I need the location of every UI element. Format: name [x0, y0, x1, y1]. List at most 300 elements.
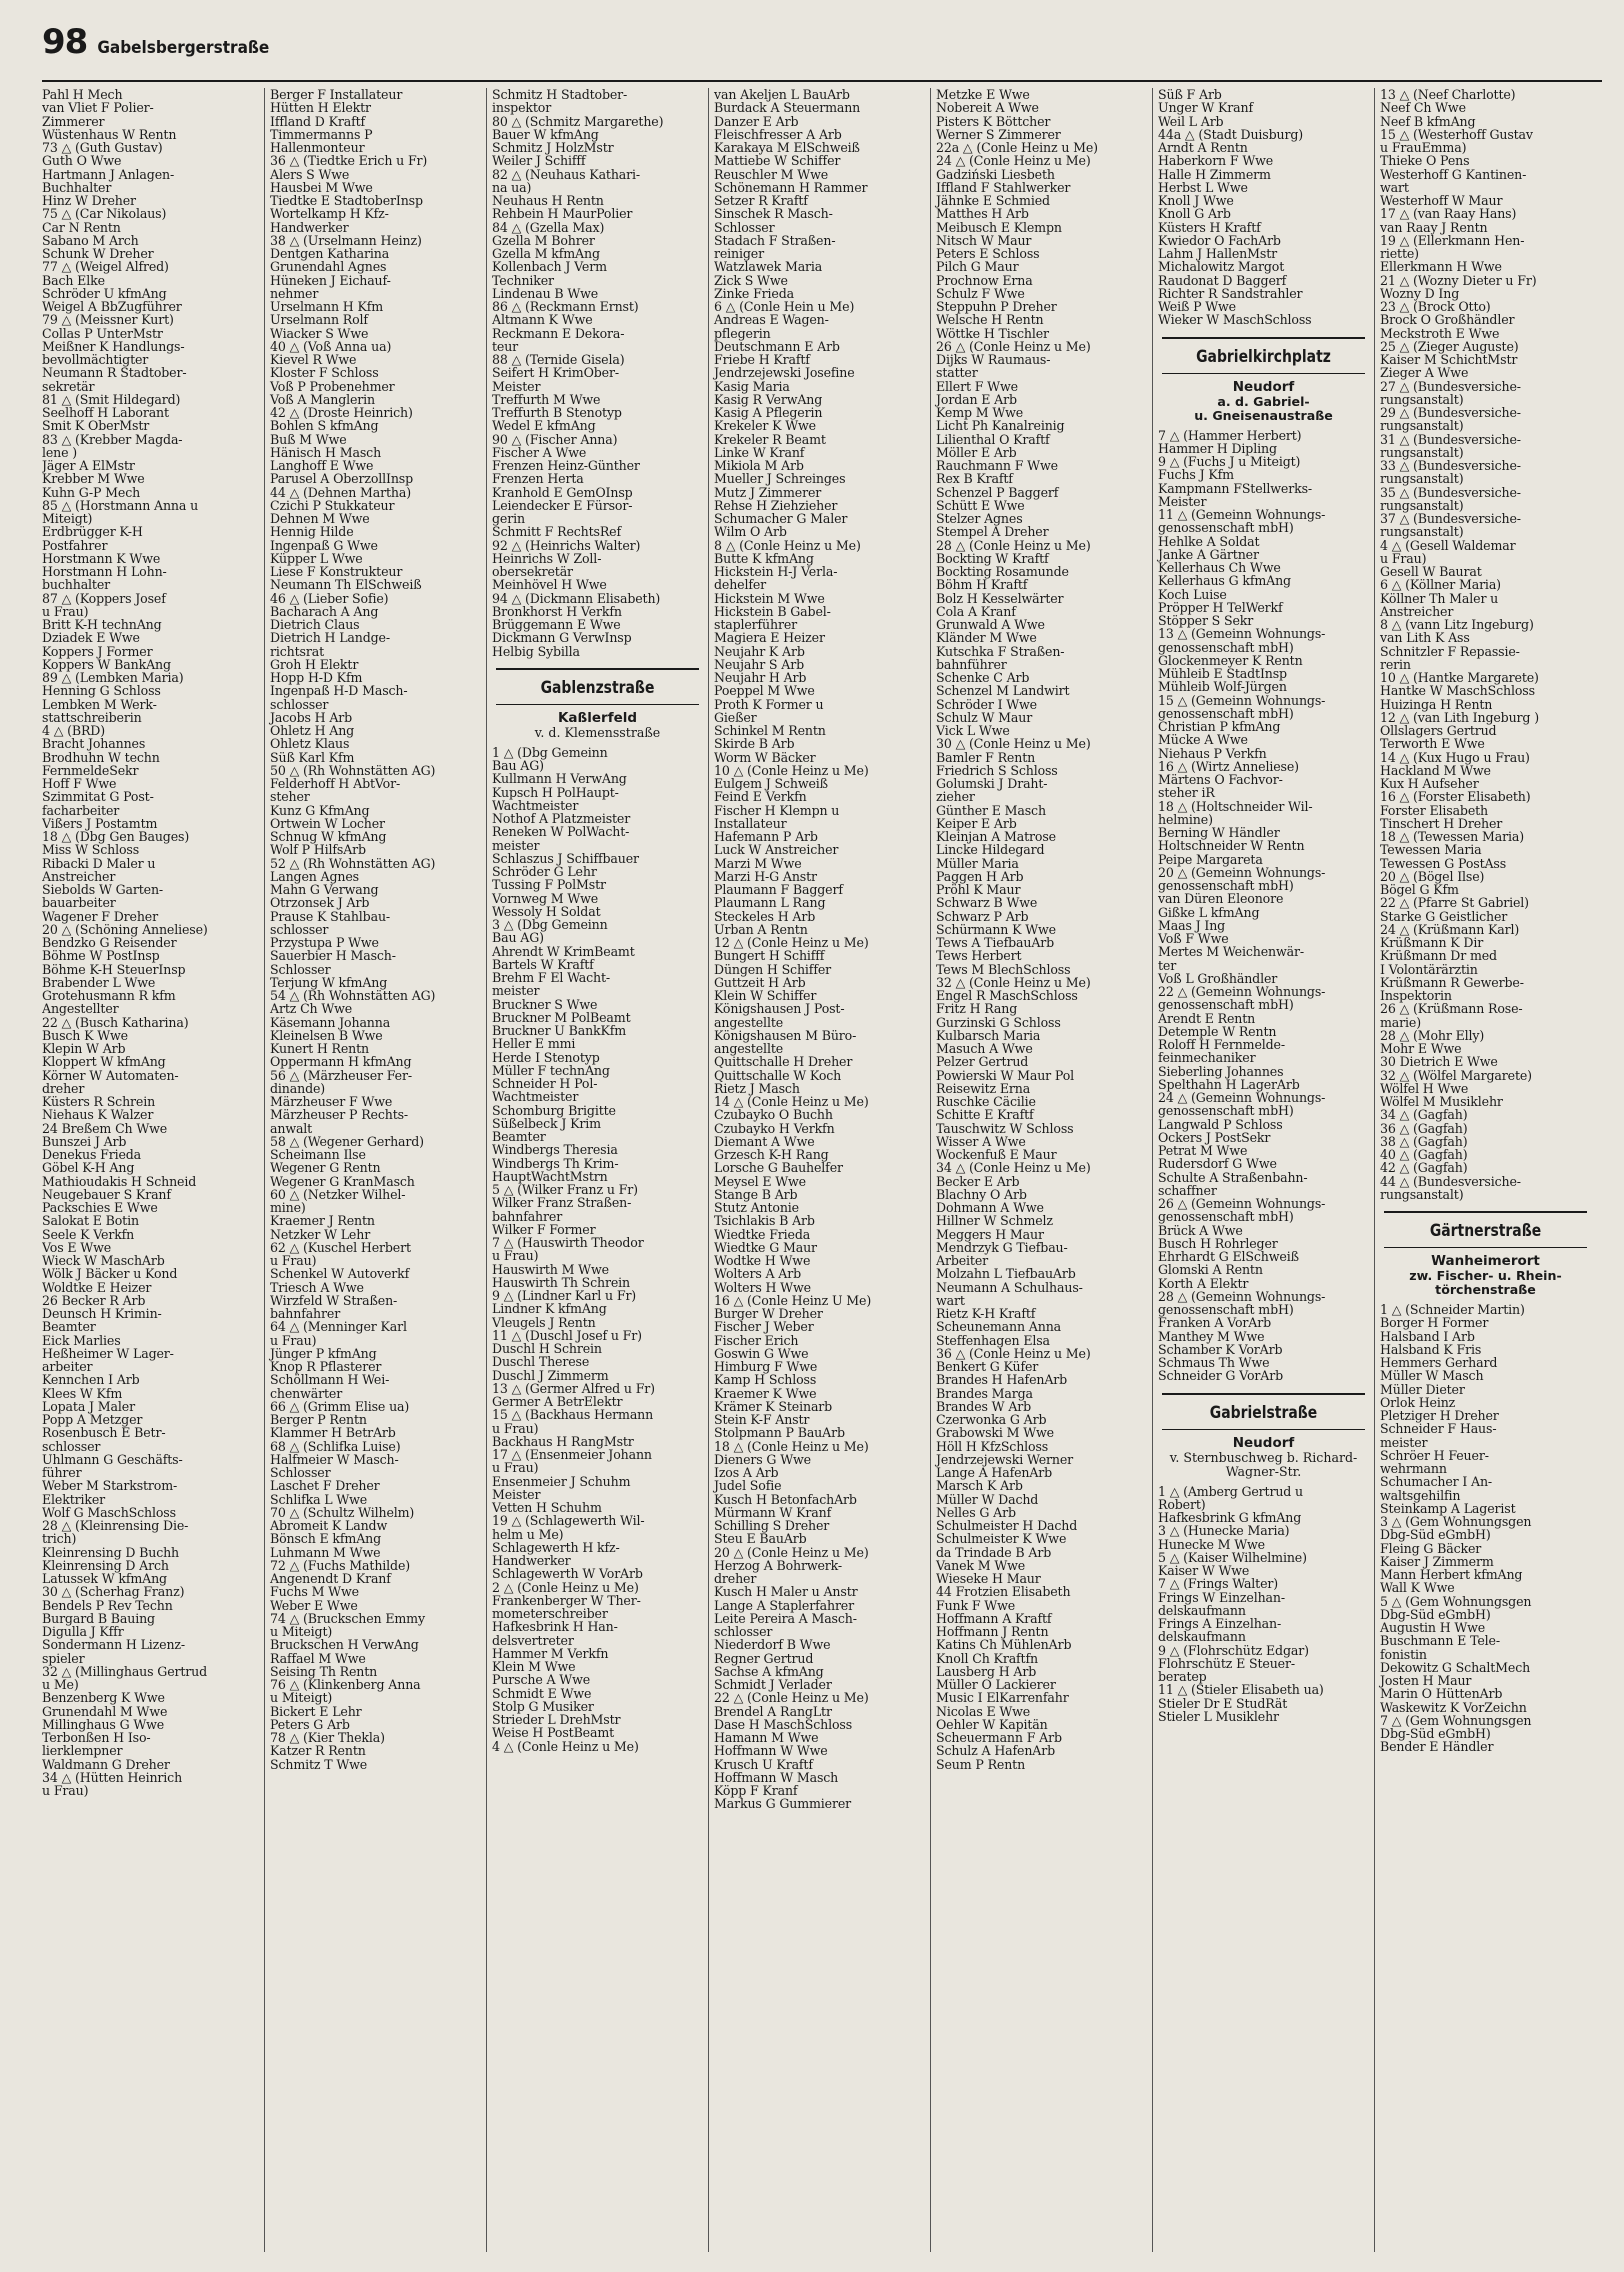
directory-entry: Wortelkamp H Kfz- [270, 206, 389, 222]
directory-entry: inspektor [492, 100, 552, 116]
directory-entry: Wilker Franz Straßen- [492, 1195, 632, 1211]
directory-entry: anwalt [270, 1120, 313, 1136]
directory-entry: Wölfel M Musiklehr [1380, 1094, 1503, 1109]
directory-entry: Millinghaus G Wwe [42, 1716, 165, 1732]
directory-entry: Altmann K Wwe [492, 312, 593, 328]
directory-entry: 90 △ (Fischer Anna) [492, 431, 618, 447]
directory-entry: Leite Pereira A Masch- [714, 1610, 857, 1626]
directory-entry: Hickstein H-J Verla- [714, 564, 838, 579]
directory-entry: Nothof A Platzmeister [492, 811, 631, 826]
directory-entry: Proth K Former u [714, 696, 824, 712]
section-range-note: u. Gneisenaustraße [1194, 407, 1333, 423]
directory-entry: Hammer M Verkfn [492, 1645, 609, 1661]
directory-entry: u Frau) [270, 1253, 317, 1268]
directory-entry: Frenzen Herta [492, 471, 584, 487]
directory-entry: Glomski A Rentn [1158, 1262, 1263, 1278]
directory-entry: 3 △ (Gem Wohnungsgen [1380, 1514, 1532, 1529]
directory-entry: Schürmann K Wwe [936, 921, 1056, 937]
directory-entry: 3 △ (Hunecke Maria) [1158, 1523, 1290, 1539]
directory-entry: Schneider H Pol- [492, 1076, 598, 1091]
directory-entry: u Frau) [42, 1783, 89, 1798]
directory-entry: Friebe H Kraftf [714, 352, 810, 367]
directory-entry: Ockers J PostSekr [1158, 1129, 1271, 1145]
directory-entry: Jäger A ElMstr [42, 458, 135, 473]
directory-entry: Strieder L DrehMstr [492, 1712, 621, 1727]
directory-entry: richtsrat [270, 643, 324, 659]
directory-entry: Bockting W Kraftf [936, 550, 1049, 566]
section-district: Kaßlerfeld [557, 709, 638, 726]
directory-entry: Schnug W kfmAng [270, 829, 387, 844]
directory-entry: Danzer E Arb [714, 113, 799, 129]
directory-entry: Märtens O Fachvor- [1158, 772, 1283, 787]
directory-entry: 15 △ (Westerhoff Gustav [1380, 126, 1533, 142]
columns-container [42, 88, 1602, 2252]
street-section-header [1158, 1393, 1369, 1479]
directory-entry: u FrauEmma) [1380, 140, 1467, 155]
directory-entry: dreher [714, 1571, 757, 1586]
directory-entry: Klees W Kfm [42, 1385, 123, 1401]
directory-entry: Peters E Schloss [936, 246, 1040, 261]
directory-entry: Wachtmeister [492, 797, 579, 813]
directory-entry: Wodtke H Wwe [714, 1253, 811, 1268]
directory-entry: Buß M Wwe [270, 431, 347, 447]
directory-entry: Zimmerer [42, 113, 105, 129]
section-street-title: Gabrielkirchplatz [1196, 346, 1331, 367]
directory-entry: Frenzen Heinz-Günther [492, 458, 640, 473]
directory-entry: 34 △ (Conle Heinz u Me) [936, 1160, 1091, 1176]
directory-entry: angestellte [714, 1041, 784, 1056]
directory-entry: Niehaus K Walzer [42, 1107, 154, 1123]
directory-entry: Dziadek E Wwe [42, 630, 140, 646]
directory-entry: bahnfahrer [270, 1306, 341, 1321]
directory-entry: Schneider F Haus- [1380, 1421, 1497, 1437]
directory-entry: 26 △ (Conle Heinz u Me) [936, 338, 1091, 354]
directory-entry: Haberkorn F Wwe [1158, 153, 1274, 169]
directory-entry: 74 △ (Bruckschen Emmy [270, 1610, 425, 1626]
directory-entry: Fischer H Klempn u [714, 802, 840, 818]
directory-entry: Neujahr K Arb [714, 643, 805, 659]
section-range-note: v. d. Klemensstraße [534, 724, 661, 740]
directory-entry: Angestellter [42, 1001, 119, 1017]
directory-entry: Lincke Hildegard [936, 842, 1045, 858]
directory-entry: Wedel E kfmAng [492, 418, 596, 434]
directory-entry: Izos A Arb [714, 1465, 779, 1480]
directory-entry: Weigel A BbZugführer [42, 299, 182, 314]
directory-entry: Kloster F Schloss [270, 365, 379, 381]
directory-entry: riette) [1380, 246, 1419, 261]
directory-entry: Tewessen G PostAss [1380, 855, 1507, 871]
directory-entry: Frings W Einzelhan- [1158, 1589, 1285, 1605]
directory-column-7 [1374, 88, 1596, 2252]
directory-entry: 54 △ (Rh Wohnstätten AG) [270, 988, 436, 1003]
directory-entry: 19 △ (Ellerkmann Hen- [1380, 232, 1525, 248]
directory-entry: Höll H KfzSchloss [936, 1438, 1049, 1454]
directory-entry: van Lith K Ass [1380, 630, 1470, 646]
directory-entry: Seum P Rentn [936, 1756, 1026, 1772]
directory-entry: Czubayko H Verkfn [714, 1120, 835, 1136]
directory-entry: trich) [42, 1531, 77, 1547]
directory-entry: Stieler Dr E StudRät [1158, 1695, 1288, 1711]
directory-entry: statter [936, 365, 978, 381]
directory-entry: genossenschaft mbH) [1158, 1103, 1294, 1119]
directory-entry: 13 △ (Gemeinn Wohnungs- [1158, 626, 1326, 642]
directory-entry: Pletziger H Dreher [1380, 1408, 1499, 1423]
directory-entry: Pursche A Wwe [492, 1672, 591, 1688]
directory-entry: Urselmann H Kfm [270, 299, 384, 314]
directory-entry: genossenschaft mbH) [1158, 878, 1294, 893]
directory-entry: Kulbarsch Maria [936, 1027, 1041, 1043]
directory-entry: 24 △ (Krüßmann Karl) [1380, 921, 1520, 937]
directory-entry: Ohletz Klaus [270, 736, 350, 752]
directory-entry: 4 △ (BRD) [42, 723, 106, 738]
directory-entry: Ehrhardt G ElSchweiß [1158, 1249, 1299, 1264]
directory-entry: Kellerhaus G kfmAng [1158, 573, 1291, 589]
directory-entry: Wozny D Ing [1380, 285, 1460, 301]
directory-entry: 56 △ (Märzheuser Fer- [270, 1067, 412, 1083]
directory-entry: Woldtke E Heizer [42, 1279, 152, 1295]
directory-entry: 44 △ (Bundesversiche- [1380, 1173, 1521, 1189]
directory-entry: Weiß P Wwe [1158, 299, 1236, 314]
directory-entry: 9 △ (Fuchs J u Miteigt) [1158, 454, 1301, 469]
directory-entry: Hunecke M Wwe [1158, 1536, 1265, 1552]
directory-entry: Schumacher I An- [1380, 1474, 1493, 1490]
directory-entry: Hauswirth M Wwe [492, 1261, 609, 1277]
directory-entry: Windbergs Theresia [492, 1142, 618, 1158]
directory-entry: Ensenmeier J Schuhm [492, 1473, 631, 1489]
directory-entry: Terjung W kfmAng [270, 974, 388, 990]
section-rule-thin [1162, 1429, 1365, 1430]
directory-entry: Meißner K Handlungs- [42, 338, 185, 354]
directory-entry: 92 △ (Heinrichs Walter) [492, 537, 641, 553]
directory-column-6 [1152, 88, 1374, 2252]
directory-entry: Car N Rentn [42, 219, 121, 235]
directory-entry: 27 △ (Bundesversiche- [1380, 378, 1521, 394]
directory-entry: Wirzfeld W Straßen- [270, 1292, 398, 1308]
directory-entry: Eulgem J Schweiß [714, 776, 828, 791]
directory-entry: mine) [270, 1200, 306, 1215]
directory-entry: Mertes M Weichenwär- [1158, 944, 1304, 960]
directory-entry: Tauschwitz W Schloss [936, 1120, 1074, 1136]
street-section-header [1380, 1211, 1591, 1297]
directory-entry: Ahrendt W KrimBeamt [492, 943, 635, 959]
directory-entry: Schulz W Maur [936, 709, 1033, 725]
directory-entry: Bacharach A Ang [270, 603, 379, 619]
directory-entry: Quittschalle H Dreher [714, 1054, 853, 1070]
directory-entry: Gießer [714, 709, 757, 725]
directory-entry: Steppuhn P Dreher [936, 299, 1057, 314]
directory-entry: Günther E Masch [936, 802, 1046, 818]
directory-entry: Josten H Maur [1380, 1673, 1472, 1688]
directory-entry: Scheimann Ilse [270, 1147, 366, 1162]
directory-entry: Bendzko G Reisender [42, 935, 177, 950]
directory-entry: Jacobs H Arb [270, 709, 353, 725]
directory-entry: Königshausen M Büro- [714, 1027, 857, 1043]
directory-entry: Stutz Antonie [714, 1200, 799, 1215]
directory-entry: 9 △ (Lindner Karl u Fr) [492, 1288, 637, 1303]
directory-entry: Friedrich S Schloss [936, 762, 1058, 778]
directory-entry: Wiedtke Frieda [714, 1226, 811, 1242]
directory-entry: Judel Sofie [714, 1478, 782, 1494]
directory-entry: Schmaus Th Wwe [1158, 1355, 1270, 1370]
directory-entry: Müller Maria [936, 855, 1019, 871]
directory-entry: Czichi P Stukkateur [270, 497, 395, 513]
directory-entry: Raffael M Wwe [270, 1650, 366, 1666]
directory-entry: Jordan E Arb [936, 391, 1017, 407]
directory-entry: Lembken M Werk- [42, 696, 157, 712]
directory-entry: Meggers H Maur [936, 1226, 1044, 1242]
directory-entry: rerin [1380, 656, 1411, 672]
directory-entry: Schröer H Feuer- [1380, 1447, 1489, 1463]
directory-entry: Waldmann G Dreher [42, 1756, 170, 1772]
directory-entry: Wessoly H Soldat [492, 903, 601, 919]
directory-entry: Deutschmann E Arb [714, 338, 840, 354]
directory-entry: Schitte E Kraftf [936, 1107, 1034, 1123]
directory-entry: Grotehusmann R kfm [42, 988, 176, 1003]
directory-entry: Körner W Automaten- [42, 1067, 179, 1083]
directory-entry: Mohr E Wwe [1380, 1041, 1462, 1056]
directory-entry: Powierski W Maur Pol [936, 1067, 1075, 1083]
directory-entry: Neumann R Stadtober- [42, 365, 187, 381]
directory-entry: Kranhold E GemOInsp [492, 484, 633, 500]
directory-entry: Krusch U Kraftf [714, 1756, 813, 1772]
directory-entry: Kusch H Maler u Anstr [714, 1584, 858, 1600]
directory-entry: 34 △ (Hütten Heinrich [42, 1769, 183, 1785]
directory-entry: spieler [42, 1650, 85, 1666]
directory-entry: Sachse A kfmAng [714, 1663, 824, 1679]
directory-entry: Beamter [42, 1319, 96, 1335]
directory-entry: u Miteigt) [270, 1690, 333, 1706]
directory-entry: Collas P UnterMstr [42, 325, 163, 341]
directory-entry: Buchhalter [42, 179, 112, 195]
section-rule-thin [1384, 1247, 1587, 1248]
directory-entry: Reckmann E Dekora- [492, 325, 625, 341]
directory-entry: Hopp H-D Kfm [270, 670, 363, 685]
directory-entry: Rudersdorf G Wwe [1158, 1156, 1277, 1172]
directory-entry: 1 △ (Schneider Martin) [1380, 1302, 1525, 1317]
directory-entry: stattschreiberin [42, 709, 142, 725]
directory-entry: Schulte A Straßenbahn- [1158, 1169, 1308, 1185]
directory-entry: feinmechaniker [1158, 1050, 1256, 1066]
directory-entry: Lange A Staplerfahrer [714, 1597, 854, 1613]
directory-entry: Vanek M Wwe [936, 1557, 1026, 1573]
directory-entry: Golumski J Draht- [936, 776, 1048, 791]
directory-entry: Benkert G Küfer [936, 1359, 1039, 1374]
directory-entry: Skirde B Arb [714, 736, 795, 752]
directory-entry: Seele K Verkfn [42, 1226, 135, 1242]
directory-entry: 5 △ (Wilker Franz u Fr) [492, 1182, 638, 1197]
directory-entry: 11 △ (Stieler Elisabeth ua) [1158, 1682, 1324, 1698]
directory-entry: Steu E BauArb [714, 1531, 807, 1547]
directory-entry: Reisewitz Erna [936, 1080, 1031, 1096]
directory-entry: Schomburg Brigitte [492, 1102, 616, 1118]
directory-entry: Küsters H Kraftf [1158, 219, 1261, 235]
directory-entry: Wölfel H Wwe [1380, 1080, 1469, 1096]
directory-entry: Arendt E Rentn [1158, 1010, 1256, 1026]
directory-entry: Luck W Anstreicher [714, 842, 839, 858]
directory-entry: Neujahr H Arb [714, 670, 807, 685]
directory-entry: Marsch K Arb [936, 1478, 1023, 1494]
directory-entry: 22 △ (Pfarre St Gabriel) [1380, 895, 1529, 911]
directory-entry: Neef Ch Wwe [1380, 100, 1466, 116]
directory-entry: Terworth E Wwe [1380, 736, 1485, 752]
directory-entry: steher [270, 789, 310, 805]
directory-entry: meister [492, 837, 540, 853]
directory-entry: helmine) [1158, 811, 1213, 827]
directory-entry: Elektriker [42, 1491, 106, 1507]
directory-entry: 38 △ (Gagfah) [1380, 1133, 1468, 1149]
directory-entry: Alers S Wwe [270, 166, 350, 182]
directory-entry: waltsgehilfin [1380, 1487, 1461, 1503]
directory-entry: Unger W Kranf [1158, 100, 1253, 116]
directory-entry: Müller Dieter [1380, 1381, 1465, 1397]
directory-entry: 22 △ (Gemeinn Wohnungs- [1158, 984, 1326, 999]
directory-entry: Mueller J Schreinges [714, 471, 846, 487]
directory-entry: Hoffmann A Kraftf [936, 1610, 1052, 1626]
directory-entry: Brock O Großhändler [1380, 312, 1515, 328]
directory-entry: Burger W Dreher [714, 1306, 823, 1321]
directory-entry: Molzahn L TiefbauArb [936, 1266, 1076, 1282]
directory-entry: Pröpper H TelWerkf [1158, 599, 1283, 615]
directory-entry: Niehaus P Verkfn [1158, 745, 1267, 761]
directory-entry: Hoffmann W Masch [714, 1769, 839, 1785]
directory-entry: Holtschneider W Rentn [1158, 838, 1305, 854]
directory-entry: meister [492, 983, 540, 999]
directory-entry: 60 △ (Netzker Wilhel- [270, 1186, 406, 1202]
directory-entry: meister [1380, 1434, 1428, 1450]
directory-entry: Thieke O Pens [1380, 153, 1470, 169]
directory-entry: Timmermanns P [270, 126, 373, 142]
directory-entry: Hantke W MaschSchloss [1380, 683, 1535, 699]
directory-entry: Hackland M Wwe [1380, 762, 1491, 778]
directory-entry: Eick Marlies [42, 1332, 121, 1348]
directory-entry: 18 △ (Holtschneider Wil- [1158, 798, 1313, 814]
directory-entry: Dehnen M Wwe [270, 511, 370, 526]
directory-entry: Weber E Wwe [270, 1597, 358, 1613]
directory-entry: Regner Gertrud [714, 1650, 814, 1666]
directory-entry: Herzog A Bohrwerk- [714, 1557, 843, 1573]
directory-entry: Bracht Johannes [42, 736, 146, 752]
directory-entry: 16 △ (Conle Heinz U Me) [714, 1292, 872, 1308]
directory-entry: Voß P Probenehmer [270, 378, 395, 394]
directory-entry: Wolters A Arb [714, 1266, 802, 1282]
directory-entry: Lopata J Maler [42, 1398, 135, 1414]
directory-entry: Schönemann H Rammer [714, 179, 868, 195]
directory-entry: Herde I Stenotyp [492, 1049, 600, 1065]
directory-entry: 52 △ (Rh Wohnstätten AG) [270, 855, 436, 871]
directory-column-5 [930, 88, 1152, 2252]
directory-entry: Bockting Rosamunde [936, 564, 1069, 579]
directory-entry: Dijks W Raumaus- [936, 352, 1051, 367]
directory-entry: 35 △ (Bundesversiche- [1380, 484, 1521, 500]
directory-entry: Schlaszus J Schiffbauer [492, 850, 639, 866]
directory-entry: Schneider G VorArb [1158, 1368, 1284, 1384]
page-number: 98 [42, 22, 88, 62]
directory-entry: Schnitzler F Repassie- [1380, 643, 1520, 659]
directory-entry: Tinschert H Dreher [1380, 815, 1503, 831]
directory-entry: Kennchen I Arb [42, 1372, 140, 1388]
directory-entry: Ortwein W Locher [270, 815, 385, 831]
directory-entry: Bartels W Kraftf [492, 956, 594, 972]
directory-entry: Engel R MaschSchloss [936, 988, 1078, 1003]
directory-entry: Markus G Gummierer [714, 1796, 852, 1812]
directory-entry: Langhoff E Wwe [270, 458, 374, 473]
directory-entry: Dietrich H Landge- [270, 630, 390, 646]
directory-entry: 64 △ (Menninger Karl [270, 1319, 407, 1335]
directory-entry: Meinhövel H Wwe [492, 577, 607, 593]
directory-entry: Nobereit A Wwe [936, 100, 1039, 116]
directory-entry: Mücke A Wwe [1158, 732, 1248, 748]
directory-entry: Netzker W Lehr [270, 1226, 371, 1242]
directory-entry: 1 △ (Dbg Gemeinn [492, 744, 608, 760]
directory-entry: 6 △ (Köllner Maria) [1380, 577, 1501, 593]
directory-entry: 18 △ (Conle Heinz u Me) [714, 1438, 869, 1454]
directory-entry: 85 △ (Horstmann Anna u [42, 497, 199, 513]
section-street-title: Gärtnerstraße [1429, 1221, 1542, 1241]
directory-entry: 3 △ (Dbg Gemeinn [492, 917, 608, 932]
section-street-title: Gablenzstraße [540, 677, 655, 698]
directory-entry: Koppers J Former [42, 643, 153, 659]
directory-entry: 11 △ (Duschl Josef u Fr) [492, 1327, 642, 1343]
directory-entry: schaffner [1158, 1182, 1217, 1198]
directory-entry: Installateur [714, 815, 787, 831]
directory-entry: Schulmeister K Wwe [936, 1531, 1067, 1547]
directory-entry: Stolpmann P BauArb [714, 1425, 845, 1441]
directory-entry: Krämer K Steinarb [714, 1398, 833, 1414]
directory-entry: Brehm F El Wacht- [492, 970, 611, 985]
directory-entry: Arbeiter [936, 1253, 988, 1268]
directory-entry: HauptWachtMstrn [492, 1168, 608, 1184]
directory-entry: 77 △ (Weigel Alfred) [42, 259, 169, 275]
directory-entry: Kievel R Wwe [270, 352, 357, 367]
directory-entry: Langwald P Schloss [1158, 1116, 1283, 1132]
header-rule [42, 80, 1602, 82]
directory-entry: Weise H PostBeamt [492, 1725, 615, 1741]
directory-entry: Hickstein B Gabel- [714, 603, 831, 619]
directory-entry: Wegener G Rentn [270, 1160, 381, 1176]
directory-entry: Kleinrensing D Buchh [42, 1544, 180, 1560]
directory-entry: 31 △ (Bundesversiche- [1380, 431, 1521, 447]
directory-entry: Hehlke A Soldat [1158, 533, 1260, 549]
directory-entry: Mutz J Zimmerer [714, 484, 822, 500]
directory-entry: Westerhoff G Kantinen- [1380, 166, 1527, 182]
directory-entry: rungsanstalt) [1380, 391, 1464, 407]
directory-entry: Rex B Kraftf [936, 471, 1013, 487]
directory-entry: ter [1158, 957, 1177, 973]
directory-entry: Dentgen Katharina [270, 246, 390, 261]
directory-entry: Oppermann H kfmAng [270, 1054, 412, 1070]
directory-entry: Märzheuser F Wwe [270, 1094, 393, 1109]
directory-entry: bevollmächtigter [42, 352, 149, 367]
directory-entry: Voß L Großhändler [1158, 970, 1278, 986]
directory-entry: Hausbei M Wwe [270, 179, 373, 195]
directory-entry: Böhm H Kraftf [936, 577, 1028, 593]
directory-entry: Brandes H HafenArb [936, 1372, 1068, 1388]
directory-entry: Kux H Aufseher [1380, 776, 1479, 791]
directory-entry: Hafkesbrink H Han- [492, 1619, 618, 1635]
directory-entry: van Vliet F Polier- [42, 100, 154, 116]
directory-entry: 37 △ (Bundesversiche- [1380, 511, 1521, 526]
directory-entry: Hütten H Elektr [270, 100, 371, 116]
directory-entry: Stelzer Agnes [936, 511, 1023, 526]
section-district: Neudorf [1232, 378, 1295, 395]
directory-entry: Küsters R Schrein [42, 1094, 156, 1109]
directory-entry: Käsemann Johanna [270, 1014, 391, 1030]
directory-entry: 5 △ (Kaiser Wilhelmine) [1158, 1549, 1307, 1565]
directory-entry: Mühleib E StadtInsp [1158, 666, 1287, 681]
directory-entry: Knop R Pflasterer [270, 1359, 382, 1374]
directory-entry: 44 △ (Dehnen Martha) [270, 484, 411, 500]
directory-entry: Kaiser J Zimmerm [1380, 1553, 1494, 1569]
